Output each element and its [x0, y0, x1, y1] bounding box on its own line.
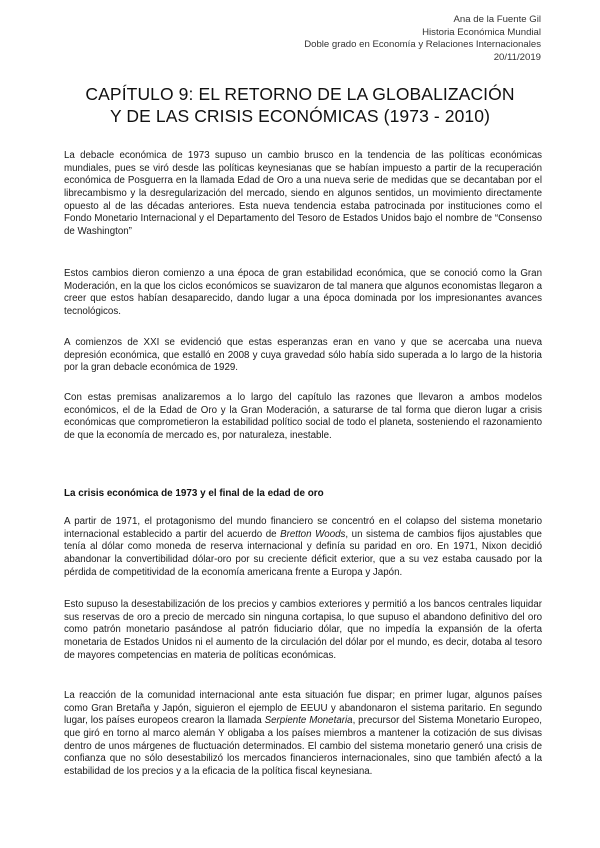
document-header	[304, 14, 541, 64]
text-run: , precursor del Sistema Monetario Europeo, que giró en torno al marco alemán Y obligaba a los países miembros a mantener la cotización de sus divisas dentro de unos márgenes de fluctuación determinados. El cambio del sistema monetario generó una crisis de confianza que no sólo desestabilizó los mercados financieros internacionales, sino que también afectó a la estabilidad de los precios y a la eficacia de la política fiscal keynesiana.	[64, 715, 542, 777]
italic-term: Bretton Woods	[280, 528, 346, 540]
section-paragraph-3	[64, 690, 542, 779]
author-name: Ana de la Fuente Gil	[453, 14, 541, 25]
paragraph-text: Con estas premisas analizaremos a lo largo del capítulo las razones que llevaron a ambos modelos económicos, el de la Edad de Oro y la Gran Moderación, a saturarse de tal forma que dieron lugar a crisis económicas que comprometieron la estabilidad político social de todo el planeta, sosteniendo el razonamiento de que la economía de mercado es, por naturaleza, inestable.	[64, 392, 542, 441]
chapter-title	[55, 84, 545, 127]
paragraph-text: Estos cambios dieron comienzo a una época de gran estabilidad económica, que se conoció como la Gran Moderación, en la que los ciclos económicos se suavizaron de tal manera que algunos economistas llegaron a creer que estos habían desaparecido, dando lugar a una época dominada por los impresionantes avances tecnológicos.	[64, 268, 542, 317]
chapter-title-line1: CAPÍTULO 9: EL RETORNO DE LA GLOBALIZACIÓN	[85, 84, 515, 104]
course-name: Historia Económica Mundial	[422, 26, 541, 38]
paragraph-text: La debacle económica de 1973 supuso un cambio brusco en la tendencia de las políticas económicas mundiales, pues se viró desde las políticas keynesianas que se habían impuesto a partir de la recuperación económica de Posguerra en la llamada Edad de Oro a una nueva serie de medidas que se decantaban por el librecambismo y la desregularización del mercado, siendo en algunos sentidos, un movimiento directamente opuesto al de las décadas anteriores. Esta nueva tendencia estaba patrocinada por instituciones como el Fondo Monetario Internacional y el Departamento del Tesoro de Estados Unidos bajo el nombre de “Consenso de Washington”	[64, 150, 542, 237]
degree-name: Doble grado en Economía y Relaciones Internacionales	[304, 39, 541, 51]
text-run: La reacción de la comunidad internacional ante esta situación fue dispar; en primer lugar, algunos países como Gran Bretaña y Japón, siguieron el ejemplo de EEUU y abandonaron el sistema paritario. En segundo lugar, los países europeos crearon la llamada	[64, 690, 542, 727]
chapter-title-line2: Y DE LAS CRISIS ECONÓMICAS (1973 - 2010)	[109, 105, 491, 126]
intro-paragraph-1	[64, 150, 542, 239]
section-paragraph-1	[64, 516, 542, 579]
document-date: 20/11/2019	[493, 51, 541, 63]
text-run: , un sistema de cambios fijos ajustables que tenía al dólar como moneda de reserva internacional y definía su paridad en oro. En 1971, Nixon decidió abandonar la convertibilidad dólar-oro por su creciente déficit exterior, que a su vez estaba causado por la pérdida de competitividad de la economía americana frente a Europa y Japón.	[64, 528, 542, 578]
paragraph-text	[64, 516, 542, 579]
paragraph-text: Esto supuso la desestabilización de los precios y cambios exteriores y permitió a los bancos centrales liquidar sus reservas de oro a precio de mercado sin ninguna cortapisa, lo que supuso el abandono definitivo del oro como patrón monetario pasándose al patrón fiduciario dólar, que no impedía la expansión de la oferta monetaria de Estados Unidos ni el aumento de la circulación del dólar por el mundo, es decir, dotaba al tesoro de mayores competencias en materia de políticas económicas.	[64, 599, 542, 661]
paragraph-text: A comienzos de XXI se evidenció que estas esperanzas eran en vano y que se acercaba una nueva depresión económica, que estalló en 2008 y cuya gravedad sólo había sido superada a lo largo de la historia por la gran debacle económica de 1929.	[64, 337, 542, 374]
paragraph-text	[64, 690, 542, 779]
text-run: A partir de 1971, el protagonismo del mundo financiero se concentró en el colapso del sistema monetario internacional establecido a partir del acuerdo de	[64, 516, 542, 540]
intro-paragraph-4	[64, 392, 542, 443]
section-paragraph-2	[64, 599, 542, 662]
italic-term: Serpiente Monetaria	[264, 715, 353, 727]
intro-paragraph-3	[64, 337, 542, 375]
section-heading: La crisis económica de 1973 y el final de la edad de oro	[64, 488, 324, 499]
intro-paragraph-2	[64, 268, 542, 319]
